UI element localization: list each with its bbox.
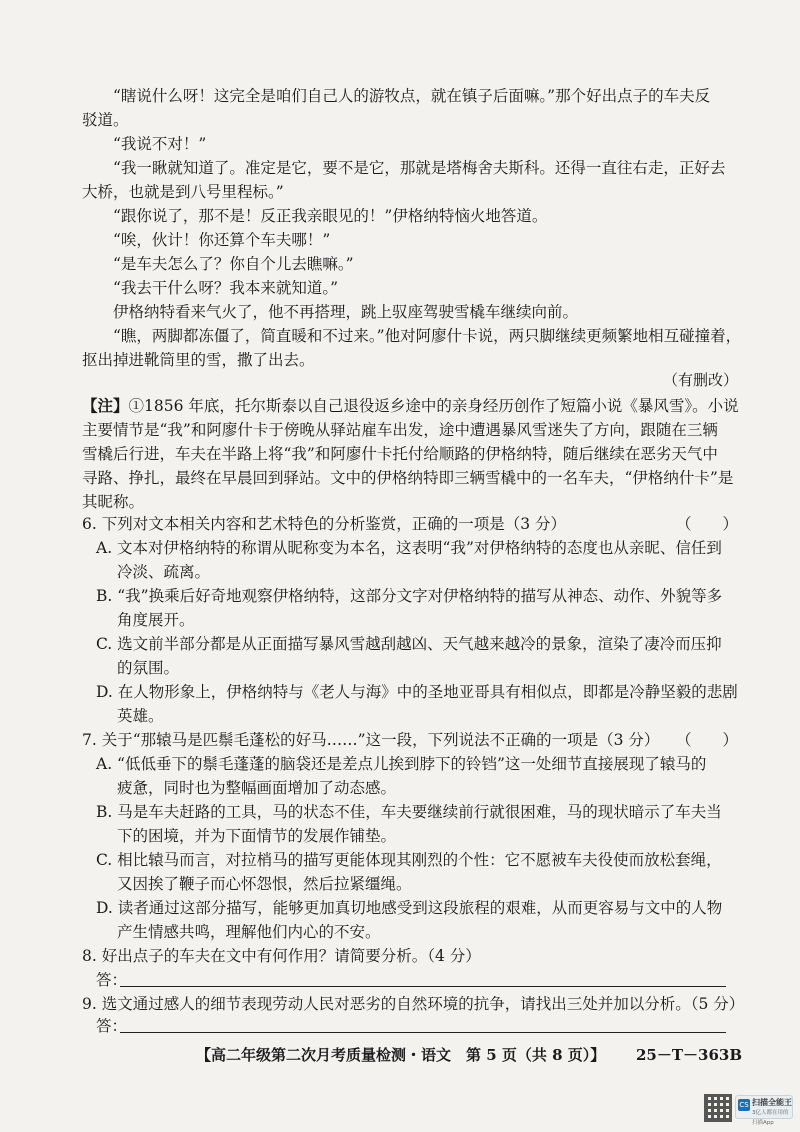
question-6-option-c: C. 选文前半部分都是从正面描写暴风雪越刮越凶、天气越来越冷的景象，渲染了凄冷而压抑 (96, 635, 722, 653)
story-paragraph: “瞧，两脚都冻僵了，简直暖和不过来。”他对阿廖什卡说，两只脚继续更频繁地相互碰撞着， (113, 327, 742, 345)
camscanner-logo-icon: CS (739, 1101, 749, 1109)
question-9-answer-line[interactable] (120, 1032, 726, 1033)
story-paragraph: “唉，伙计！你还算个车夫哪！” (113, 231, 331, 249)
question-7-option-c: 又因挨了鞭子而心怀怨恨，然后拉紧缰绳。 (117, 875, 412, 893)
question-6-option-a: A. 文本对伊格纳特的称谓从昵称变为本名，这表明“我”对伊格纳特的态度也从亲昵、信任到 (96, 539, 722, 557)
question-8-stem: 8. 好出点子的车夫在文中有何作用？请简要分析。（4 分） (82, 947, 481, 965)
story-paragraph: “我说不对！” (113, 135, 207, 153)
story-paragraph: 驳道。 (82, 111, 129, 129)
question-6-option-a: 冷淡、疏离。 (117, 563, 211, 581)
question-6-option-b: B. “我”换乘后好奇地观察伊格纳特，这部分文字对伊格纳特的描写从神态、动作、外貌等多 (96, 587, 723, 605)
note-tag: 【注】 (82, 396, 129, 415)
question-7-option-c: C. 相比辕马而言，对拉梢马的描写更能体现其刚烈的个性：它不愿被车夫役使而放松套绳， (96, 851, 722, 869)
question-8-answer-label: 答： (96, 971, 128, 989)
annotation-note (82, 394, 739, 416)
scanner-title: 扫描全能王 (752, 1098, 792, 1107)
annotation-note: 其昵称。 (82, 493, 145, 511)
annotation-note: 主要情节是“我”和阿廖什卡于傍晚从驿站雇车出发，途中遭遇暴风雪迷失了方向，跟随在三辆 (82, 421, 718, 439)
story-paragraph: “我一瞅就知道了。准定是它，要不是它，那就是塔梅舍夫斯科。还得一直往右走，正好去 (113, 159, 726, 177)
question-7-stem: 7. 关于“那辕马是匹鬃毛蓬松的好马……”这一段，下列说法不正确的一项是（3 分） (82, 731, 660, 749)
story-paragraph: “我去干什么呀？我本来就知道。” (113, 279, 339, 297)
scanner-subtitle: 3亿人都在用的扫描App (752, 1110, 789, 1126)
scanner-watermark (735, 1095, 793, 1126)
question-7-option-d: 产生情感共鸣，理解他们内心的不安。 (117, 923, 381, 941)
question-7-answer-bracket[interactable]: （ ） (676, 731, 739, 749)
note-text: ①1856 年底，托尔斯泰以自己退役返乡途中的亲身经历创作了短篇小说《暴风雪》。小说 (128, 397, 739, 415)
question-7-option-b: 下的困境，并为下面情节的发展作铺垫。 (117, 827, 397, 845)
story-paragraph: “跟你说了，那不是！反正我亲眼见的！”伊格纳特恼火地答道。 (113, 207, 548, 225)
question-6-answer-bracket[interactable]: （ ） (676, 515, 739, 533)
story-paragraph: 伊格纳特看来气火了，他不再搭理，跳上驭座驾驶雪橇车继续向前。 (113, 303, 579, 321)
story-paragraph: “瞎说什么呀！这完全是咱们自己人的游牧点，就在镇子后面嘛。”那个好出点子的车夫反 (113, 87, 711, 105)
source-note: （有删改） (662, 371, 738, 389)
annotation-note: 寻路、挣扎，最终在早晨回到驿站。文中的伊格纳特即三辆雪橇中的一名车夫，“伊格纳什卡”是 (82, 469, 734, 487)
question-9-stem: 9. 选文通过感人的细节表现劳动人民对恶劣的自然环境的抗争，请找出三处并加以分析。（5 分） (82, 995, 745, 1013)
annotation-note: 雪橇后行进，车夫在半路上将“我”和阿廖什卡托付给顺路的伊格纳特，随后继续在恶劣天气中 (82, 445, 718, 463)
question-8-answer-line[interactable] (120, 986, 726, 987)
question-9-answer-label: 答： (96, 1017, 128, 1035)
story-paragraph: 抠出掉进靴筒里的雪，撒了出去。 (82, 351, 315, 369)
question-7-option-d: D. 读者通过这部分描写，能够更加真切地感受到这段旅程的艰难，从而更容易与文中的人物 (96, 899, 723, 917)
question-7-option-b: B. 马是车夫赶路的工具，马的状态不佳，车夫要继续前行就很困难，马的现状暗示了车夫当 (96, 803, 722, 821)
qr-code-icon (704, 1094, 732, 1122)
question-6-option-d: 英雄。 (117, 707, 164, 725)
question-7-option-a: 疲惫，同时也为整幅画面增加了动态感。 (117, 779, 397, 797)
page-footer: 【高二年级第二次月考质量检测・语文 第 5 页（共 8 页）】 (196, 1046, 606, 1064)
question-6-option-c: 的氛围。 (117, 659, 180, 677)
question-6-option-b: 角度展开。 (117, 611, 195, 629)
question-6-stem: 6. 下列对文本相关内容和艺术特色的分析鉴赏，正确的一项是（3 分） (82, 515, 567, 533)
story-paragraph: “是车夫怎么了？你自个儿去瞧嘛。” (113, 255, 354, 273)
question-7-option-a: A. “低低垂下的鬃毛蓬蓬的脑袋还是差点儿挨到脖下的铃铛”这一处细节直接展现了辕马的 (96, 755, 707, 773)
exam-code: 25－T－363B (636, 1046, 743, 1064)
question-6-option-d: D. 在人物形象上，伊格纳特与《老人与海》中的圣地亚哥具有相似点，即都是冷静坚毅的悲剧 (96, 683, 738, 701)
story-paragraph: 大桥，也就是到八号里程标。” (82, 183, 284, 201)
